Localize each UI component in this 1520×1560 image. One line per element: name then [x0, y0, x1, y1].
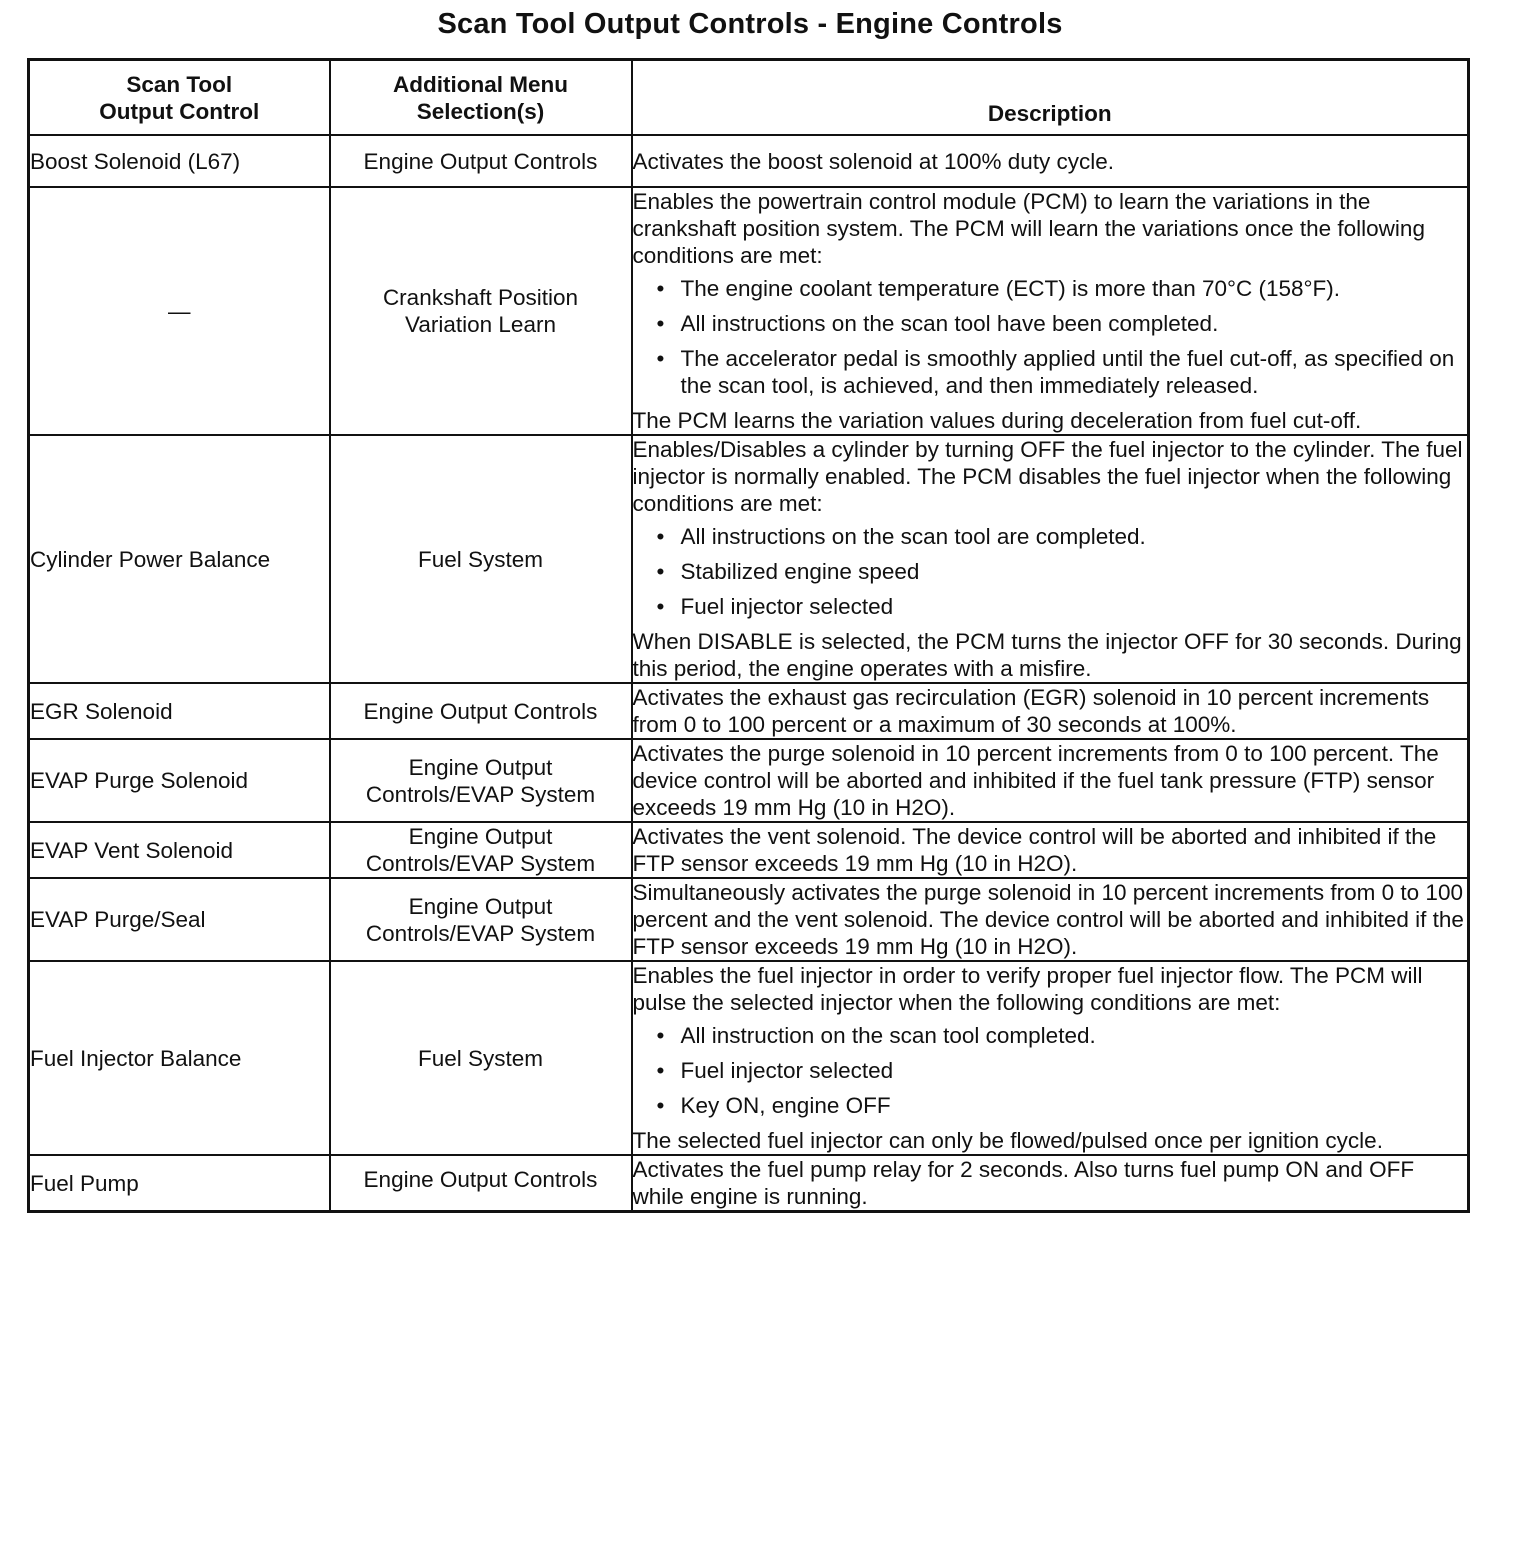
menu-selection-cell: Fuel System [330, 961, 632, 1155]
description-cell [632, 683, 1469, 739]
list-item [655, 523, 1468, 550]
output-control-cell: EVAP Purge/Seal [29, 878, 330, 961]
output-control-cell: — [29, 187, 330, 435]
list-item [655, 275, 1468, 302]
output-control-cell: EVAP Vent Solenoid [29, 822, 330, 878]
bullet-icon: • [656, 311, 665, 336]
description-text: Simultaneously activates the purge solenoid in 10 percent increments from 0 to 100 percent and the vent solenoid. The device control will be aborted and inhibited if the FTP sensor exceeds 19 mm Hg (10 in H2O). [632, 880, 1464, 959]
menu-selection-cell: Engine Output Controls [330, 1155, 632, 1212]
list-item [655, 1092, 1468, 1119]
list-item-text: Fuel injector selected [680, 594, 894, 619]
list-item [655, 558, 1468, 585]
list-item-text: The accelerator pedal is smoothly applied until the fuel cut-off, as specified on the scan tool, is achieved, and then immediately released. [680, 346, 1455, 398]
list-item-text: The engine coolant temperature (ECT) is more than 70°C (158°F). [680, 276, 1341, 301]
output-control-cell: EGR Solenoid [29, 683, 330, 739]
table-header-row [29, 60, 1469, 136]
header-menu-selection: Additional Menu Selection(s) [330, 60, 632, 136]
description-text: Activates the boost solenoid at 100% duty cycle. [632, 148, 1115, 174]
page-title: Scan Tool Output Controls - Engine Controls [437, 8, 1063, 40]
list-item-text: All instructions on the scan tool are completed. [680, 524, 1146, 549]
menu-selection-cell: Engine Output Controls/EVAP System [330, 739, 632, 822]
condition-list [633, 1022, 1468, 1119]
output-control-cell: Boost Solenoid (L67) [29, 135, 330, 187]
bullet-icon: • [656, 524, 665, 549]
description-note: The selected fuel injector can only be flowed/pulsed once per ignition cycle. [632, 1128, 1383, 1153]
output-control-cell: Cylinder Power Balance [29, 435, 330, 683]
list-item [655, 345, 1468, 399]
description-text: Enables/Disables a cylinder by turning OFF the fuel injector to the cylinder. The fuel injector is normally enabled. The PCM disables the fuel injector when the following conditions are met: [632, 437, 1463, 516]
menu-selection-cell: Crankshaft Position Variation Learn [330, 187, 632, 435]
menu-selection-cell: Engine Output Controls [330, 683, 632, 739]
table-row [29, 822, 1469, 878]
list-item-text: Fuel injector selected [680, 1058, 894, 1083]
list-item [655, 1057, 1468, 1084]
output-control-cell: Fuel Injector Balance [29, 961, 330, 1155]
condition-list [633, 523, 1468, 620]
table-row [29, 435, 1469, 683]
list-item-text: All instruction on the scan tool completed. [680, 1023, 1096, 1048]
description-text: Activates the fuel pump relay for 2 seconds. Also turns fuel pump ON and OFF while engine is running. [632, 1157, 1415, 1209]
table-row [29, 878, 1469, 961]
description-note: The PCM learns the variation values during deceleration from fuel cut-off. [632, 408, 1362, 433]
bullet-icon: • [656, 276, 665, 301]
list-item [655, 1022, 1468, 1049]
bullet-icon: • [656, 594, 665, 619]
description-text: Activates the vent solenoid. The device control will be aborted and inhibited if the FTP sensor exceeds 19 mm Hg (10 in H2O). [632, 824, 1437, 876]
list-item-text: Key ON, engine OFF [680, 1093, 891, 1118]
table-row [29, 739, 1469, 822]
bullet-icon: • [656, 1023, 665, 1048]
output-control-cell: EVAP Purge Solenoid [29, 739, 330, 822]
bullet-icon: • [656, 346, 665, 371]
menu-selection-cell: Engine Output Controls/EVAP System [330, 822, 632, 878]
bullet-icon: • [656, 559, 665, 584]
table-row [29, 187, 1469, 435]
description-cell [632, 435, 1469, 683]
description-note: When DISABLE is selected, the PCM turns the injector OFF for 30 seconds. During this period, the engine operates with a misfire. [632, 629, 1462, 681]
table-row [29, 683, 1469, 739]
header-description: Description [632, 60, 1469, 136]
bullet-icon: • [656, 1093, 665, 1118]
menu-selection-cell: Fuel System [330, 435, 632, 683]
description-cell [632, 739, 1469, 822]
description-text: Activates the exhaust gas recirculation (EGR) solenoid in 10 percent increments from 0 to 100 percent or a maximum of 30 seconds at 100%. [632, 685, 1430, 737]
description-cell [632, 822, 1469, 878]
output-controls-table [27, 58, 1470, 1213]
description-text: Enables the powertrain control module (PCM) to learn the variations in the crankshaft position system. The PCM will learn the variations once the following conditions are met: [632, 189, 1425, 268]
description-cell [632, 961, 1469, 1155]
output-control-cell: Fuel Pump [29, 1155, 330, 1212]
description-cell [632, 1155, 1469, 1212]
bullet-icon: • [656, 1058, 665, 1083]
list-item-text: All instructions on the scan tool have been completed. [680, 311, 1219, 336]
description-cell [632, 878, 1469, 961]
list-item-text: Stabilized engine speed [680, 559, 920, 584]
menu-selection-cell: Engine Output Controls [330, 135, 632, 187]
description-cell [632, 135, 1469, 187]
table-row [29, 135, 1469, 187]
description-text: Enables the fuel injector in order to verify proper fuel injector flow. The PCM will pulse the selected injector when the following conditions are met: [632, 963, 1423, 1015]
menu-selection-cell: Engine Output Controls/EVAP System [330, 878, 632, 961]
table-row [29, 961, 1469, 1155]
condition-list [633, 275, 1468, 399]
description-text: Activates the purge solenoid in 10 percent increments from 0 to 100 percent. The device control will be aborted and inhibited if the fuel tank pressure (FTP) sensor exceeds 19 mm Hg (10 in H2O). [632, 741, 1439, 820]
table-row [29, 1155, 1469, 1212]
list-item [655, 310, 1468, 337]
list-item [655, 593, 1468, 620]
description-cell [632, 187, 1469, 435]
header-output-control: Scan Tool Output Control [29, 60, 330, 136]
table-body [29, 135, 1469, 1212]
